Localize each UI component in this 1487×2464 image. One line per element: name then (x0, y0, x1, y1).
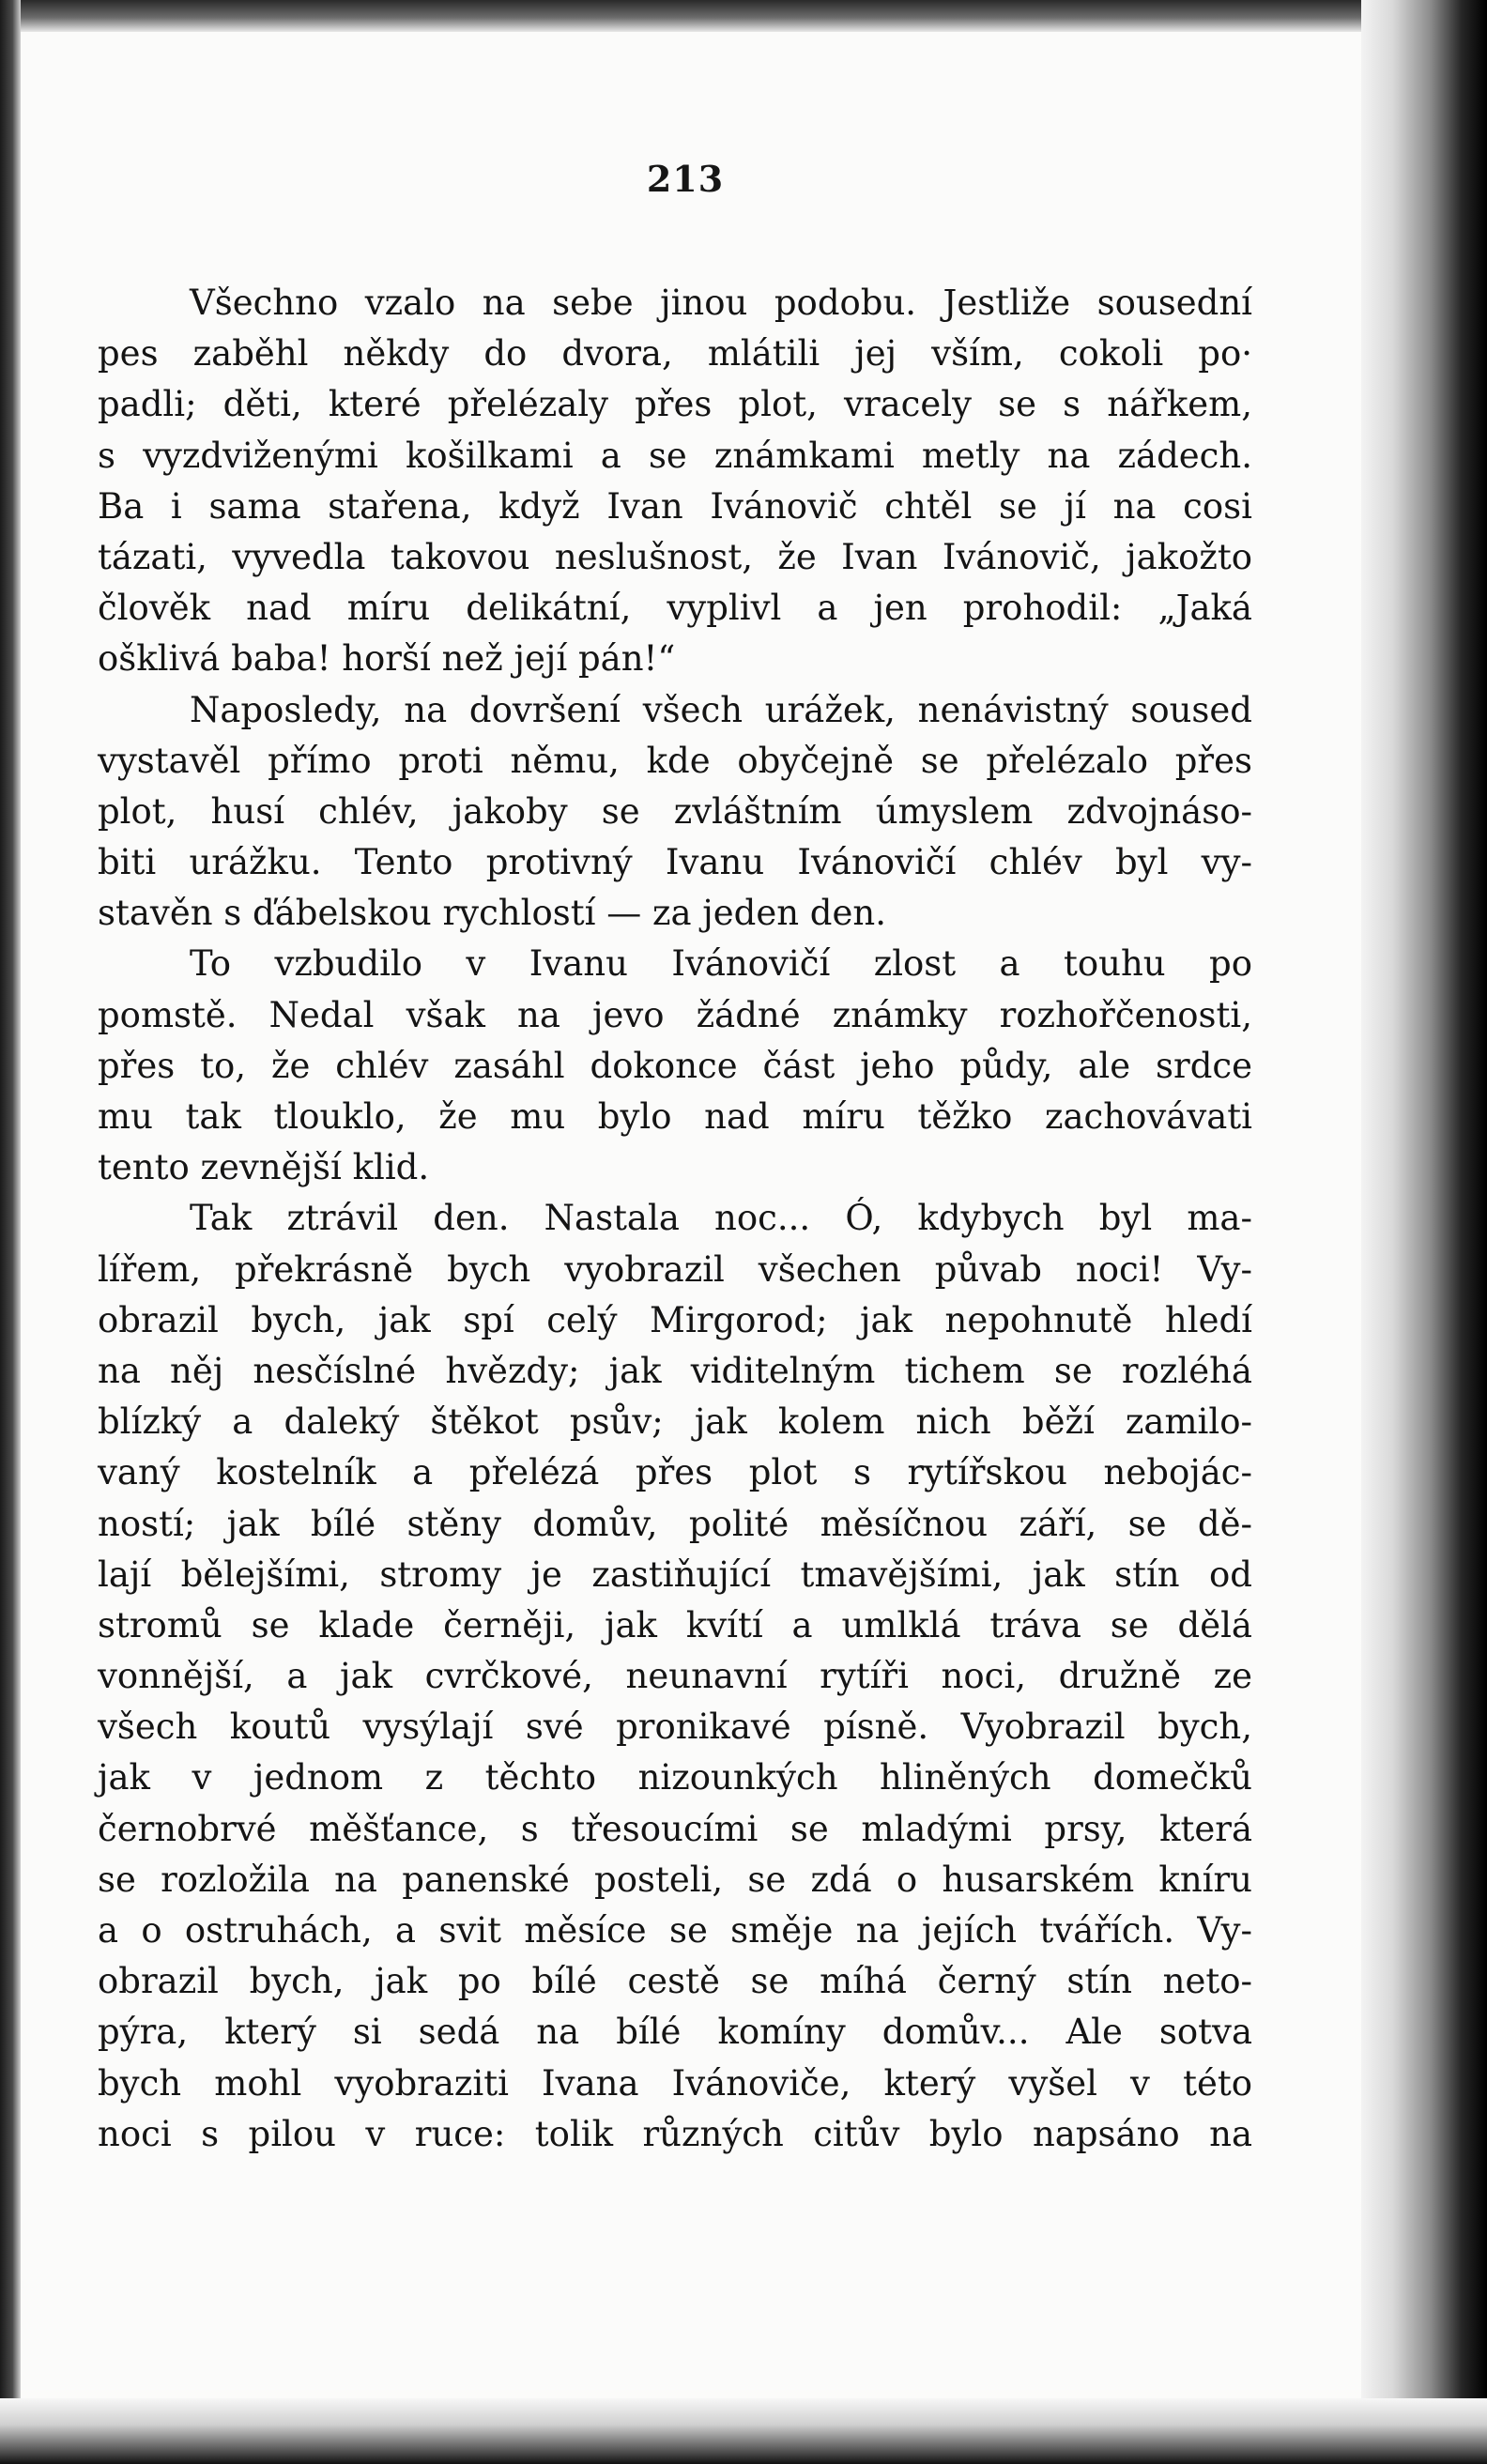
scan-edge-left (0, 0, 21, 2464)
text-line: černobrvé měšťance, s třesoucími se mladými prsy, která (98, 1808, 1252, 1849)
text-line: To vzbudilo v Ivanu Ivánovičí zlost a touhu po (190, 943, 1252, 985)
text-line: Všechno vzalo na sebe jinou podobu. Jestliže sousední (190, 283, 1252, 323)
text-line: stavěn s ďábelskou rychlostí — za jeden den. (98, 893, 886, 934)
text-line: se rozložila na panenské posteli, se zdá o husarském kníru (98, 1859, 1252, 1900)
text-line: obrazil bych, jak po bílé cestě se míhá černý stín neto- (98, 1961, 1252, 2002)
text-line: všech koutů vysýlají své pronikavé písně. Vyobrazil bych, (98, 1706, 1252, 1748)
text-line: padli; děti, které přelézaly přes plot, vracely se s nářkem, (98, 384, 1252, 425)
text-line: obrazil bych, jak spí celý Mirgorod; jak nepohnutě hledí (98, 1299, 1252, 1340)
text-line: člověk nad míru delikátní, vyplivl a jen prohodil: „Jaká (98, 588, 1252, 629)
text-line: Ba i sama stařena, když Ivan Ivánovič chtěl se jí na cosi (98, 485, 1252, 527)
text-line: vystavěl přímo proti němu, kde obyčejně se přelézalo přes (98, 740, 1252, 781)
scan-edge-bottom (0, 2398, 1487, 2464)
body-text (98, 278, 1252, 2160)
text-line: ností; jak bílé stěny domův, polité měsíčnou září, se dě- (98, 1503, 1252, 1544)
text-line: plot, husí chlév, jakoby se zvláštním úmyslem zdvojnáso- (98, 790, 1252, 832)
text-line: přes to, že chlév zasáhl dokonce část jeho půdy, ale srdce (98, 1045, 1252, 1086)
text-line: pýra, který si sedá na bílé komíny domův... Ale sotva (98, 2012, 1252, 2053)
text-line: lají bělejšími, stromy je zastiňující tmavějšími, jak stín od (98, 1553, 1252, 1595)
text-line: Tak ztrávil den. Nastala noc... Ó, kdybych byl ma- (190, 1198, 1252, 1239)
scan-edge-right (1361, 0, 1487, 2464)
text-line: a o ostruhách, a svit měsíce se směje na jejích tvářích. Vy- (98, 1910, 1252, 1951)
text-line: tázati, vyvedla takovou neslušnost, že Ivan Ivánovič, jakožto (98, 536, 1252, 577)
text-line: vonnější, a jak cvrčkové, neunavní rytíři noci, družně ze (98, 1656, 1252, 1697)
text-line: stromů se klade černěji, jak kvítí a umlklá tráva se dělá (98, 1604, 1252, 1645)
text-line: jak v jednom z těchto nizounkých hliněných domečků (98, 1757, 1252, 1798)
text-line: ošklivá baba! horší než její pán!“ (98, 638, 676, 680)
text-line: tento zevnější klid. (98, 1147, 430, 1188)
scan-edge-top (0, 0, 1487, 32)
text-line: bych mohl vyobraziti Ivana Ivánoviče, který vyšel v této (98, 2062, 1252, 2104)
text-line: vaný kostelník a přelézá přes plot s rytířskou nebojác- (98, 1452, 1252, 1493)
text-line: Naposledy, na dovršení všech urážek, nenávistný soused (190, 689, 1252, 730)
text-line: pomstě. Nedal však na jevo žádné známky rozhořčenosti, (98, 994, 1252, 1035)
text-line: lířem, překrásně bych vyobrazil všechen půvab noci! Vy- (98, 1248, 1252, 1290)
text-line: na něj nesčíslné hvězdy; jak viditelným tichem se rozléhá (98, 1350, 1252, 1391)
text-line: noci s pilou v ruce: tolik různých citův bylo napsáno na (98, 2113, 1252, 2154)
text-line: biti urážku. Tento protivný Ivanu Ivánovičí chlév byl vy- (98, 842, 1252, 883)
text-line: s vyzdviženými košilkami a se známkami metly na zádech. (98, 435, 1252, 476)
page-number: 213 (646, 158, 725, 200)
text-line: blízký a daleký štěkot psův; jak kolem nich běží zamilo- (98, 1401, 1252, 1443)
text-line: mu tak tlouklo, že mu bylo nad míru těžko zachovávati (98, 1096, 1252, 1137)
text-line: pes zaběhl někdy do dvora, mlátili jej vším, cokoli po· (98, 333, 1252, 375)
